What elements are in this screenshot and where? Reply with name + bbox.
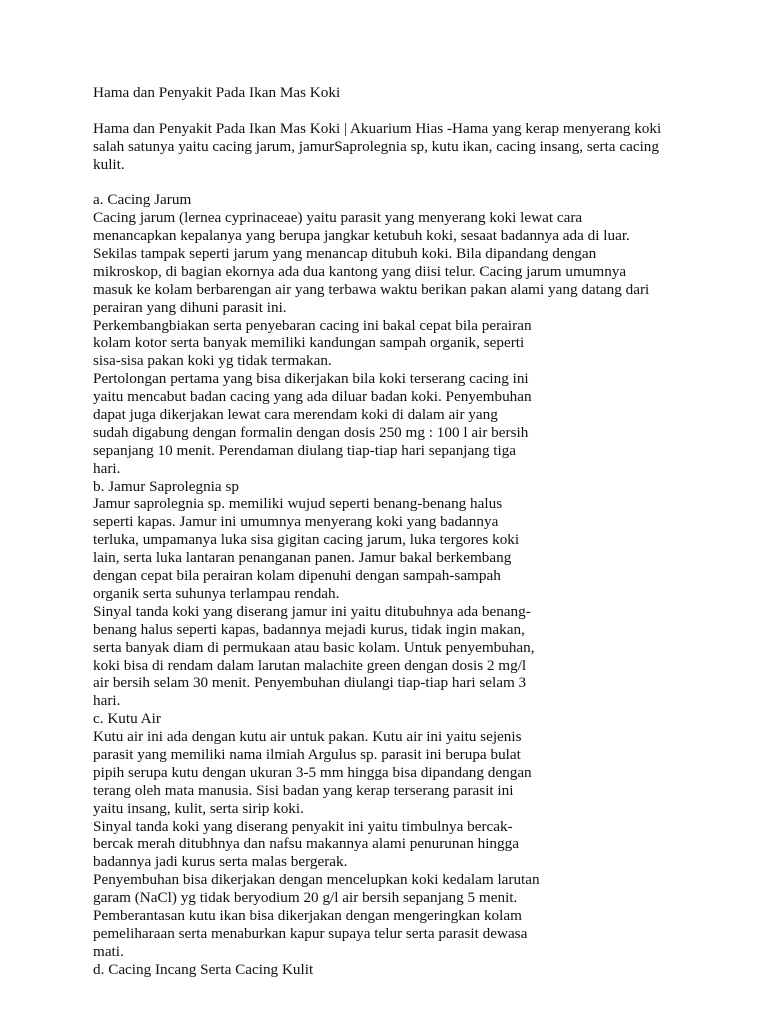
text-line: sepanjang 10 menit. Perendaman diulang tiap-tiap hari sepanjang tiga <box>93 441 517 459</box>
text-line: mati. <box>93 942 124 960</box>
document-page <box>93 84 733 979</box>
text-line: dapat juga dikerjakan lewat cara merendam koki di dalam air yang <box>93 406 498 424</box>
text-line: dengan cepat bila perairan kolam dipenuhi dengan sampah-sampah <box>93 567 501 585</box>
blank-line <box>93 102 733 120</box>
text-line: koki bisa di rendam dalam larutan malachite green dengan dosis 2 mg/l <box>93 656 527 674</box>
text-line: Sinyal tanda koki yang diserang penyakit ini yaitu timbulnya bercak- <box>93 817 513 835</box>
text-line: hari. <box>93 459 121 477</box>
text-line: pipih serupa kutu dengan ukuran 3-5 mm hingga bisa dipandang dengan <box>93 763 532 781</box>
text-line: garam (NaCl) yg tidak beryodium 20 g/l air bersih sepanjang 5 menit. <box>93 889 518 907</box>
text-line: lain, serta luka lantaran penanganan panen. Jamur bakal berkembang <box>93 549 512 567</box>
text-line: Perkembangbiakan serta penyebaran cacing ini bakal cepat bila perairan <box>93 316 532 334</box>
section-heading-cacing-jarum: a. Cacing Jarum <box>93 191 192 209</box>
section-heading-jamur-saprolegnia: b. Jamur Saprolegnia sp <box>93 477 239 495</box>
text-line: salah satunya yaitu cacing jarum, jamurSaprolegnia sp, kutu ikan, cacing insang, serta cacing <box>93 137 659 155</box>
text-line: Penyembuhan bisa dikerjakan dengan mencelupkan koki kedalam larutan <box>93 871 540 889</box>
section-heading-kutu-air: c. Kutu Air <box>93 710 161 728</box>
document-title: Hama dan Penyakit Pada Ikan Mas Koki <box>93 84 341 101</box>
text-line: serta banyak diam di permukaan atau basic kolam. Untuk penyembuhan, <box>93 638 535 656</box>
text-line: perairan yang dihuni parasit ini. <box>93 298 287 316</box>
text-line: terluka, umpamanya luka sisa gigitan cacing jarum, luka tergores koki <box>93 531 520 549</box>
text-line: Sinyal tanda koki yang diserang jamur ini yaitu ditubuhnya ada benang- <box>93 602 531 620</box>
text-line: pemeliharaan serta menaburkan kapur supaya telur serta parasit dewasa <box>93 924 528 942</box>
text-line: menancapkan kepalanya yang berupa jangkar ketubuh koki, sesaat badannya ada di luar. <box>93 227 630 245</box>
text-line: Sekilas tampak seperti jarum yang menancap ditubuh koki. Bila dipandang dengan <box>93 245 597 263</box>
text-line: seperti kapas. Jamur ini umumnya menyerang koki yang badannya <box>93 513 499 531</box>
text-line: organik serta suhunya terlampau rendah. <box>93 584 340 602</box>
text-line: hari. <box>93 692 121 710</box>
section-heading-cacing-insang: d. Cacing Incang Serta Cacing Kulit <box>93 960 314 978</box>
body-text <box>93 191 733 978</box>
text-line: Pemberantasan kutu ikan bisa dikerjakan dengan mengeringkan kolam <box>93 906 522 924</box>
text-line: Kutu air ini ada dengan kutu air untuk pakan. Kutu air ini yaitu sejenis <box>93 728 522 746</box>
intro-paragraph <box>93 120 733 174</box>
text-line: terang oleh mata manusia. Sisi badan yang kerap terserang parasit ini <box>93 781 514 799</box>
text-line: air bersih selam 30 menit. Penyembuhan diulangi tiap-tiap hari selam 3 <box>93 674 527 692</box>
text-line: yaitu mencabut badan cacing yang ada diluar badan koki. Penyembuhan <box>93 388 532 406</box>
text-line: kolam kotor serta banyak memiliki kandungan sampah organik, seperti <box>93 334 525 352</box>
text-line: parasit yang memiliki nama ilmiah Argulus sp. parasit ini berupa bulat <box>93 745 521 763</box>
text-line: Hama dan Penyakit Pada Ikan Mas Koki | Akuarium Hias -Hama yang kerap menyerang koki <box>93 119 662 137</box>
text-line: yaitu insang, kulit, serta sirip koki. <box>93 799 304 817</box>
text-line: benang halus seperti kapas, badannya mejadi kurus, tidak ingin makan, <box>93 620 525 638</box>
text-line: mikroskop, di bagian ekornya ada dua kantong yang diisi telur. Cacing jarum umumnya <box>93 262 627 280</box>
text-line: badannya jadi kurus serta malas bergerak. <box>93 853 348 871</box>
text-line: sudah digabung dengan formalin dengan dosis 250 mg : 100 l air bersih <box>93 423 529 441</box>
text-line: bercak merah ditubhnya dan nafsu makannya alami penurunan hingga <box>93 835 519 853</box>
text-line: sisa-sisa pakan koki yg tidak termakan. <box>93 352 332 370</box>
blank-line <box>93 173 733 191</box>
text-line: Jamur saprolegnia sp. memiliki wujud seperti benang-benang halus <box>93 495 503 513</box>
text-line: kulit. <box>93 155 125 173</box>
text-line: masuk ke kolam berbarengan air yang terbawa waktu berikan pakan alami yang datang dari <box>93 280 650 298</box>
text-line: Pertolongan pertama yang bisa dikerjakan bila koki terserang cacing ini <box>93 370 529 388</box>
text-line: Cacing jarum (lernea cyprinaceae) yaitu parasit yang menyerang koki lewat cara <box>93 209 583 227</box>
